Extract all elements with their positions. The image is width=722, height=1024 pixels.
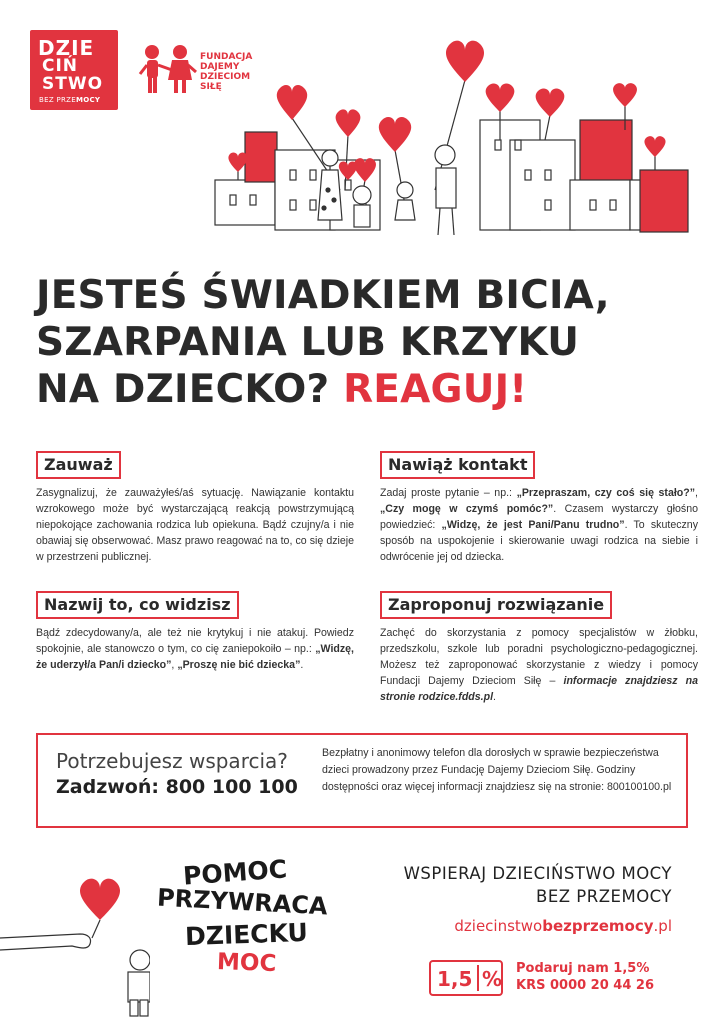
section-body-zaproponuj: Zachęć do skorzystania z pomocy specjalistów w żłobku, przedszkolu, szkole lub poradni psychologiczno-pedagogicznej. Możesz też zaproponować skorzystanie z wiedzy i pomocy Fundacji Dajemy Dzieciom Siłę – informacje znajdziesz na stronie rodzice.fdds.pl. [380,627,698,703]
helpline-number[interactable]: Zadzwoń: 800 100 100 [56,776,298,798]
headline-reaguj: REAGUJ! [343,367,528,412]
support-question: Potrzebujesz wsparcia? [56,749,288,773]
krs-number: KRS 0000 20 44 26 [516,978,655,993]
slogan-pomoc-przywraca-dziecku-moc: POMOC PRZYWRACA DZIECKU MOC [156,854,329,978]
section-title-zauwaz: Zauważ [36,451,121,479]
support-description: Bezpłatny i anonimowy telefon dla dorosłych w sprawie bezpieczeństwa dzieci prowadzony przez Fundację Dajemy Dzieciom Siłę. Godziny dostępności oraz więcej informacji znajdziesz się na stronie: 800100100.pl [322,747,672,793]
section-nawiaz-kontakt [380,451,698,565]
dziecinstwo-logo [30,30,118,110]
logo-line-2: CIŃ [42,56,79,76]
campaign-website-link[interactable]: dziecinstwobezprzemocy.pl [454,917,672,935]
headline-line-2: SZARPANIA LUB KRZYKU [36,320,580,365]
logo-line-4: BEZ PRZEMOCY [39,96,101,104]
section-title-nawiaz-kontakt: Nawiąż kontakt [380,451,535,479]
section-body-nawiaz-kontakt: Zadaj proste pytanie – np.: „Przepraszam, czy coś się stało?”, „Czy mogę w czymś pomóc?”. Czasem wystarczy głośno powiedzieć: „Widzę, że jest Pani/Panu trudno”. To skuteczny sposób na uspokojenie i skierowanie uwagi rodzica na siebie i odwrócenie jej od dziecka. [380,487,698,563]
donation-info: Podaruj nam 1,5% KRS 0000 20 44 26 [516,961,655,993]
section-title-zaproponuj: Zaproponuj rozwiązanie [380,591,612,619]
headline-line-3: NA DZIECKO? REAGUJ! [36,367,528,412]
campaign-tagline: WSPIERAJ DZIECIŃSTWO MOCY BEZ PRZEMOCY [403,864,672,906]
section-body-nazwij: Bądź zdecydowany/a, ale też nie krytykuj i nie atakuj. Powiedz spokojnie, ale stanowczo o tym, co cię zaniepokoiło – np.: „Widzę, że uderzył/a Pan/i dziecko”, „Proszę nie bić dziecka”. [36,627,354,671]
section-zauwaz [36,451,354,565]
fdds-website-link[interactable]: informacje znajdziesz na stronie rodzice.fdds.pl [380,675,698,703]
logo-line-1: DZIE [38,36,95,60]
fdds-logo-text: FUNDACJA DAJEMY DZIECIOM SIŁĘ [200,52,253,92]
support-box [36,733,688,828]
section-nazwij [36,591,354,673]
logo-line-3: STWO [42,74,104,94]
one-and-half-percent-badge: 1,5 % [429,960,503,996]
headline [36,272,696,413]
city-family-illustration [210,40,710,250]
section-title-nazwij: Nazwij to, co widzisz [36,591,239,619]
headline-line-1: JESTEŚ ŚWIADKIEM BICIA, [36,273,610,318]
section-body-zauwaz: Zasygnalizuj, że zauważyłeś/aś sytuację. Nawiązanie kontaktu wzrokowego może być wystarczającą reakcją powstrzymującą niepokojące zachowania rodzica lub opiekuna. Bądź czujny/a i nie obawiaj się obserwować. Masz prawo reagować na to, co się dzieje w przestrzeni publicznej. [36,487,354,563]
hand-heart-balloon-illustration [0,850,150,1020]
section-zaproponuj [380,591,698,705]
